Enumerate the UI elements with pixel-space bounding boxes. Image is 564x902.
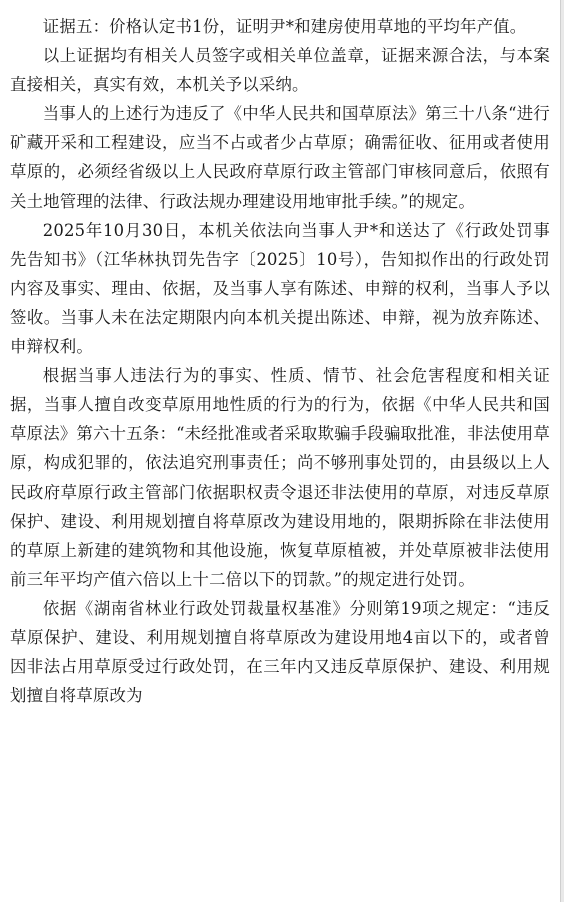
paragraph-discretion-standard: 依据《湖南省林业行政处罚裁量权基准》分则第19项之规定：“违反草原保护、建设、利用规划擅自将草原改为建设用地4亩以下的，或者曾因非法占用草原受过行政处罚，在三年内又违反草原保护、建设、利用规划擅自将草原改为 — [10, 598, 550, 706]
paragraph-evidence-five: 证据五：价格认定书1份，证明尹*和建房使用草地的平均年产值。 — [42, 17, 527, 36]
paragraph-evidence-adoption: 以上证据均有相关人员签字或相关单位盖章，证据来源合法，与本案直接相关，真实有效，本机关予以采纳。 — [10, 46, 550, 95]
paragraph-penalty-basis: 根据当事人违法行为的事实、性质、情节、社会危害程度和相关证据，当事人擅自改变草原用地性质的行为的行为，依据《中华人民共和国草原法》第六十五条：“未经批准或者采取欺骗手段骗取批准，非法使用草原，构成犯罪的，依法追究刑事责任；尚不够刑事处罚的，由县级以上人民政府草原行政主管部门依据职权责令退还非法使用的草原，对违反草原保护、建设、利用规划擅自将草原改为建设用地的，限期拆除在非法使用的草原上新建的建筑物和其他设施，恢复草原植被，并处草原被非法使用前三年平均产值六倍以上十二倍以下的罚款。”的规定进行处罚。 — [10, 366, 550, 589]
paragraph-violation: 当事人的上述行为违反了《中华人民共和国草原法》第三十八条“进行矿藏开采和工程建设，应当不占或者少占草原；确需征收、征用或者使用草原的，必须经省级以上人民政府草原行政主管部门审核同意后，依照有关土地管理的法律、行政法规办理建设用地审批手续。”的规定。 — [10, 104, 550, 211]
document-body — [10, 12, 550, 710]
paragraph-notice-served: 2025年10月30日，本机关依法向当事人尹*和送达了《行政处罚事先告知书》（江华林执罚先告字〔2025〕10号），告知拟作出的行政处罚内容及事实、理由、依据，及当事人享有陈述、申辩的权利，当事人予以签收。当事人未在法定期限内向本机关提出陈述、申辩，视为放弃陈述、申辩权利。 — [10, 220, 550, 357]
